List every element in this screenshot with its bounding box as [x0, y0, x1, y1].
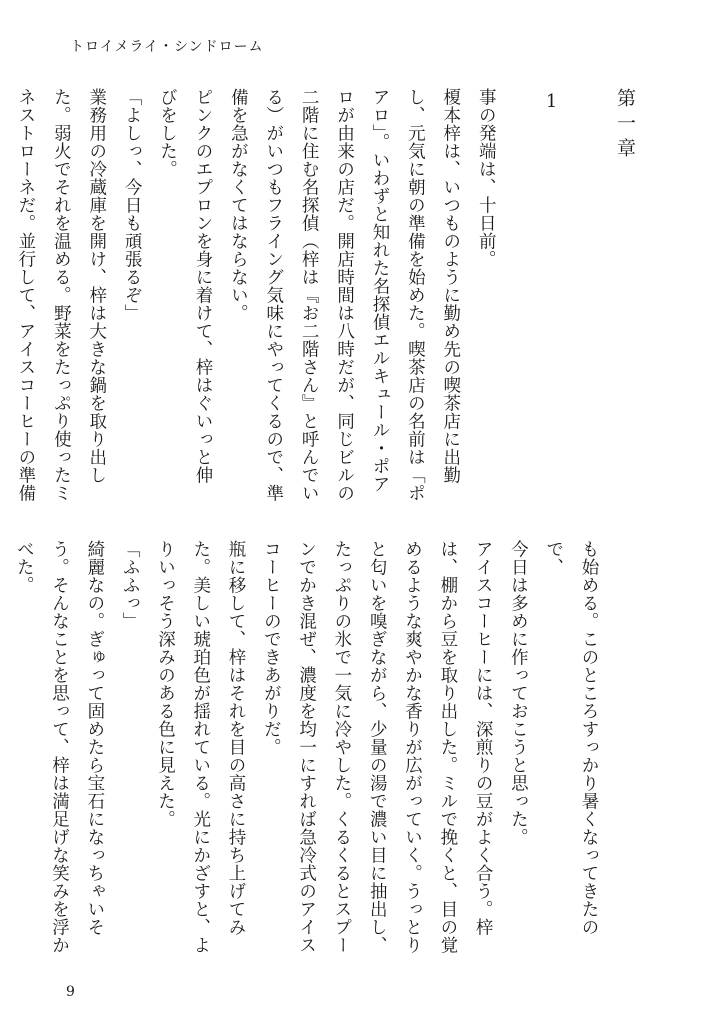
- text-column: [0, 540, 6, 960]
- lower-text-block: [0, 540, 606, 960]
- text-column: 綺麗なの。ぎゅって固めたら宝石になっちゃいそ: [84, 540, 105, 936]
- text-column: は、棚から豆を取り出した。ミルで挽くと、目の覚: [437, 540, 458, 954]
- running-header: トロイメライ・シンドローム: [70, 39, 264, 55]
- text-column: コーヒーのできあがりだ。: [261, 540, 282, 756]
- upper-text-block: [8, 88, 643, 508]
- chapter-title: 第一章: [614, 88, 636, 163]
- text-column: びをした。: [157, 88, 178, 178]
- section-number: 1: [541, 92, 562, 113]
- text-column: アイスコーヒーには、深煎りの豆がよく合う。梓: [473, 540, 494, 936]
- text-column: アロ」。いわずと知れた名探偵エルキュール・ポア: [369, 88, 390, 494]
- text-column: りいっそう深みのある色に見えた。: [155, 540, 176, 828]
- text-column: 事の発端は、十日前。: [476, 88, 497, 268]
- text-column: と匂いを嗅ぎながら、少量の湯で濃い目に抽出し、: [367, 540, 388, 954]
- text-column: 備を急がなくてはならない。: [228, 88, 249, 322]
- text-column: 業務用の冷蔵庫を開け、梓は大きな鍋を取り出し: [86, 88, 107, 484]
- text-column: た。弱火でそれを温める。野菜をたっぷり使ったミ: [51, 88, 72, 502]
- page-number: 9: [66, 984, 75, 1000]
- text-column: 「ふふっ」: [120, 540, 141, 630]
- text-column: も始める。このところすっかり暑くなってきたので、: [543, 540, 599, 936]
- text-column: たっぷりの氷で一気に冷やした。くるくるとスプー: [331, 540, 352, 954]
- text-column: 今日は多めに作っておこうと思った。: [508, 540, 529, 846]
- text-column: う。そんなことを思って、梓は満足げな笑みを浮か: [49, 540, 70, 954]
- text-column: ネストローネだ。並行して、アイスコーヒーの準備: [15, 88, 36, 502]
- text-column: べた。: [14, 540, 35, 594]
- text-column: ンでかき混ぜ、濃度を均一にすれば急冷式のアイス: [296, 540, 317, 954]
- text-column: めるような爽やかな香りが広がっていく。うっとり: [402, 540, 423, 954]
- text-column: 榎本梓は、いつものように勤め先の喫茶店に出勤: [440, 88, 461, 484]
- text-column: ピンクのエプロンを身に着けて、梓はぐいっと伸: [192, 88, 213, 484]
- text-column: ロが由来の店だ。開店時間は八時だが、同じビルの: [334, 88, 355, 502]
- text-column: 「よしっ、今日も頑張るぞ」: [122, 88, 143, 322]
- text-column: し、元気に朝の準備を始めた。喫茶店の名前は「ポ: [405, 88, 426, 502]
- text-column: 二階に住む名探偵（梓は『お二階さん』と呼んでい: [299, 88, 320, 502]
- text-column: 瓶に移して、梓はそれを目の高さに持ち上げてみ: [226, 540, 247, 936]
- text-column: る）がいつもフライング気味にやってくるので、準: [263, 88, 284, 502]
- text-column: た。美しい琥珀色が揺れている。光にかざすと、よ: [190, 540, 211, 954]
